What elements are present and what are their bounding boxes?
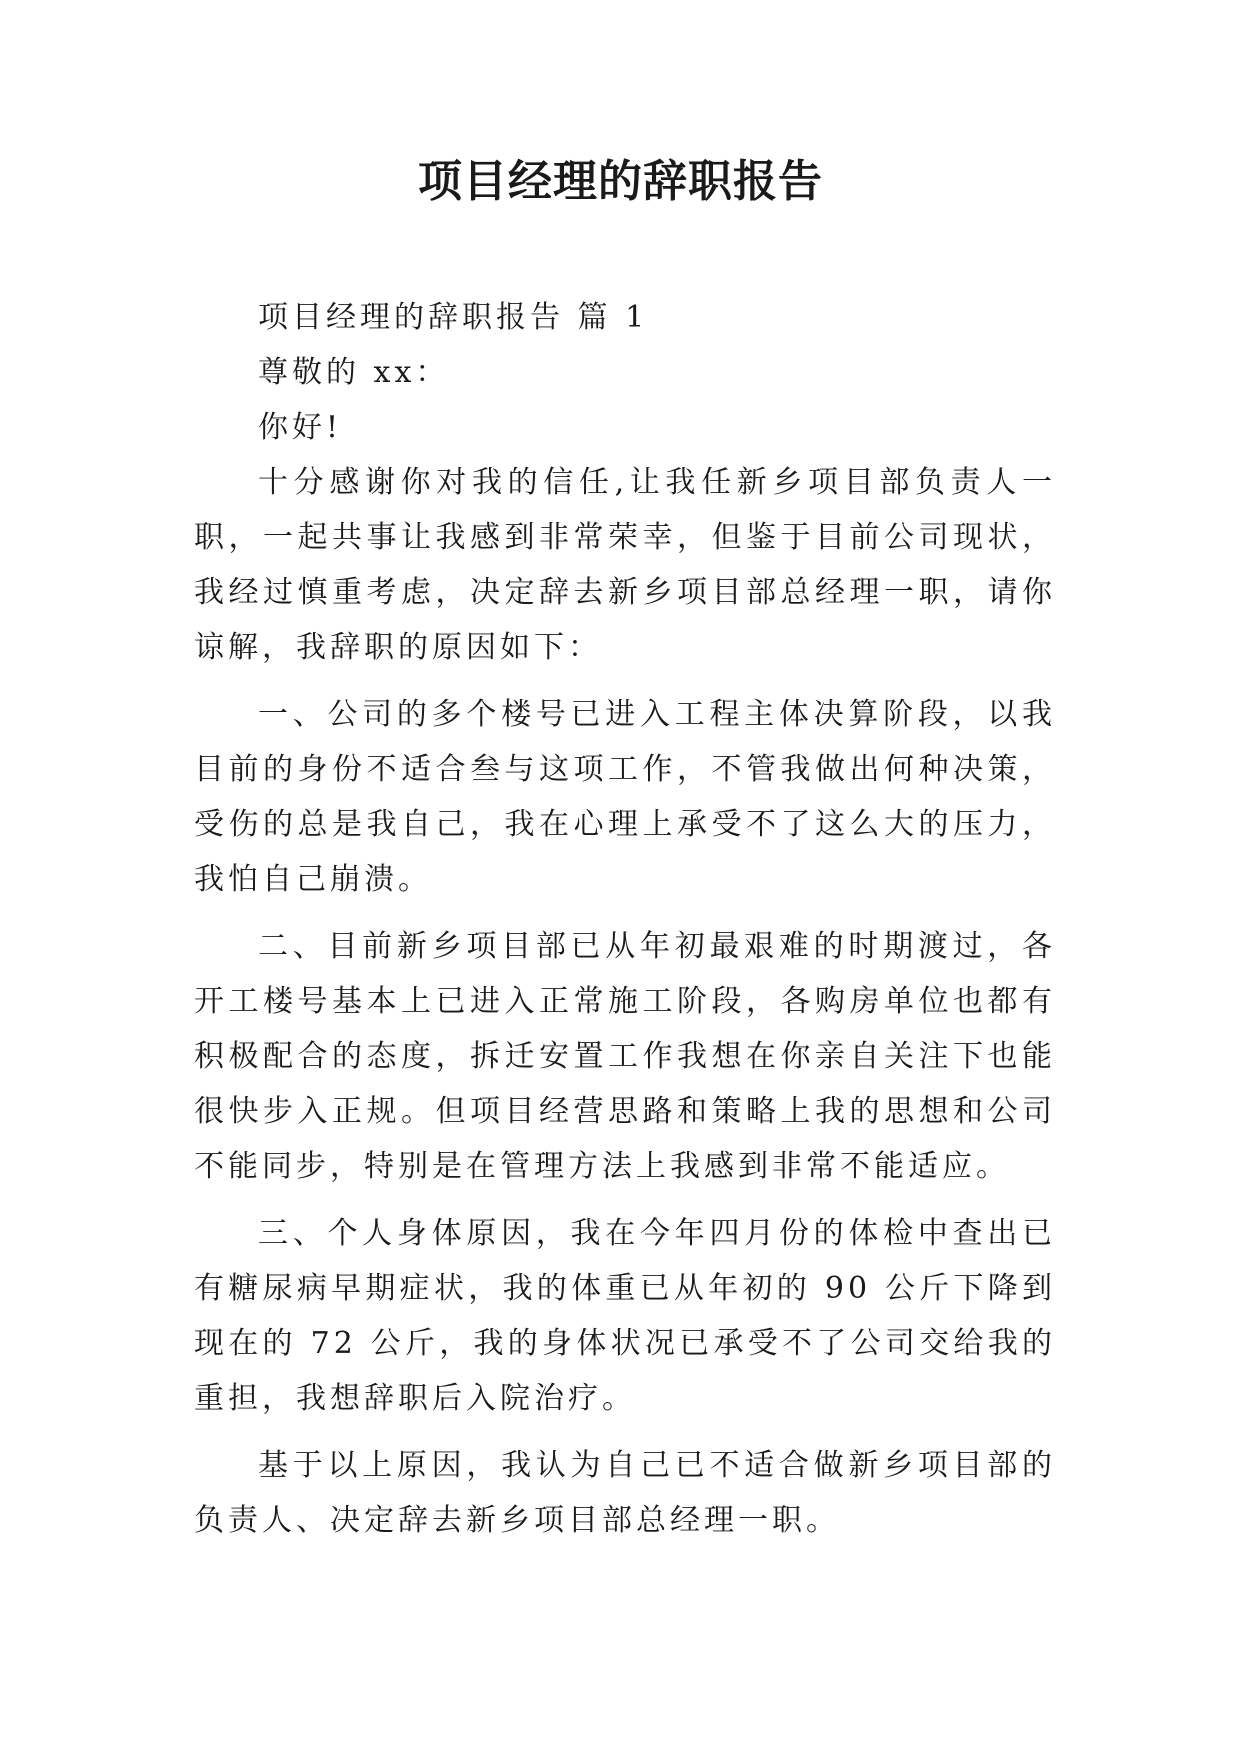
paragraph-conclusion: 基于以上原因，我认为自己已不适合做新乡项目部的负责人、决定辞去新乡项目部总经理一职。 [194, 1448, 1056, 1538]
document-title: 项目经理的辞职报告 [418, 156, 823, 207]
document-body [194, 290, 1056, 1548]
paragraph-reason-1: 一、公司的多个楼号已进入工程主体决算阶段，以我目前的身份不适合叁与这项工作，不管我做出何种决策，受伤的总是我自己，我在心理上承受不了这么大的压力，我怕自己崩溃。 [194, 697, 1056, 897]
paragraph-reason-3: 三、个人身体原因，我在今年四月份的体检中查出已有糖尿病早期症状，我的体重已从年初的 90 公斤下降到现在的 72 公斤，我的身体状况已承受不了公司交给我的重担，我想辞职后入院治疗。 [194, 1216, 1056, 1416]
paragraph-reason-2: 二、目前新乡项目部已从年初最艰难的时期渡过，各开工楼号基本上已进入正常施工阶段，各购房单位也都有积极配合的态度，拆迁安置工作我想在你亲自关注下也能很快步入正规。但项目经营思路和策略上我的思想和公司不能同步，特别是在管理方法上我感到非常不能适应。 [194, 929, 1056, 1184]
paragraph-intro: 十分感谢你对我的信任,让我任新乡项目部负责人一职，一起共事让我感到非常荣幸，但鉴于目前公司现状，我经过慎重考虑，决定辞去新乡项目部总经理一职，请你谅解，我辞职的原因如下： [194, 465, 1056, 665]
salutation: 尊敬的 xx： [258, 355, 450, 390]
greeting: 你好! [258, 410, 343, 445]
section-heading: 项目经理的辞职报告 篇 1 [258, 300, 649, 335]
